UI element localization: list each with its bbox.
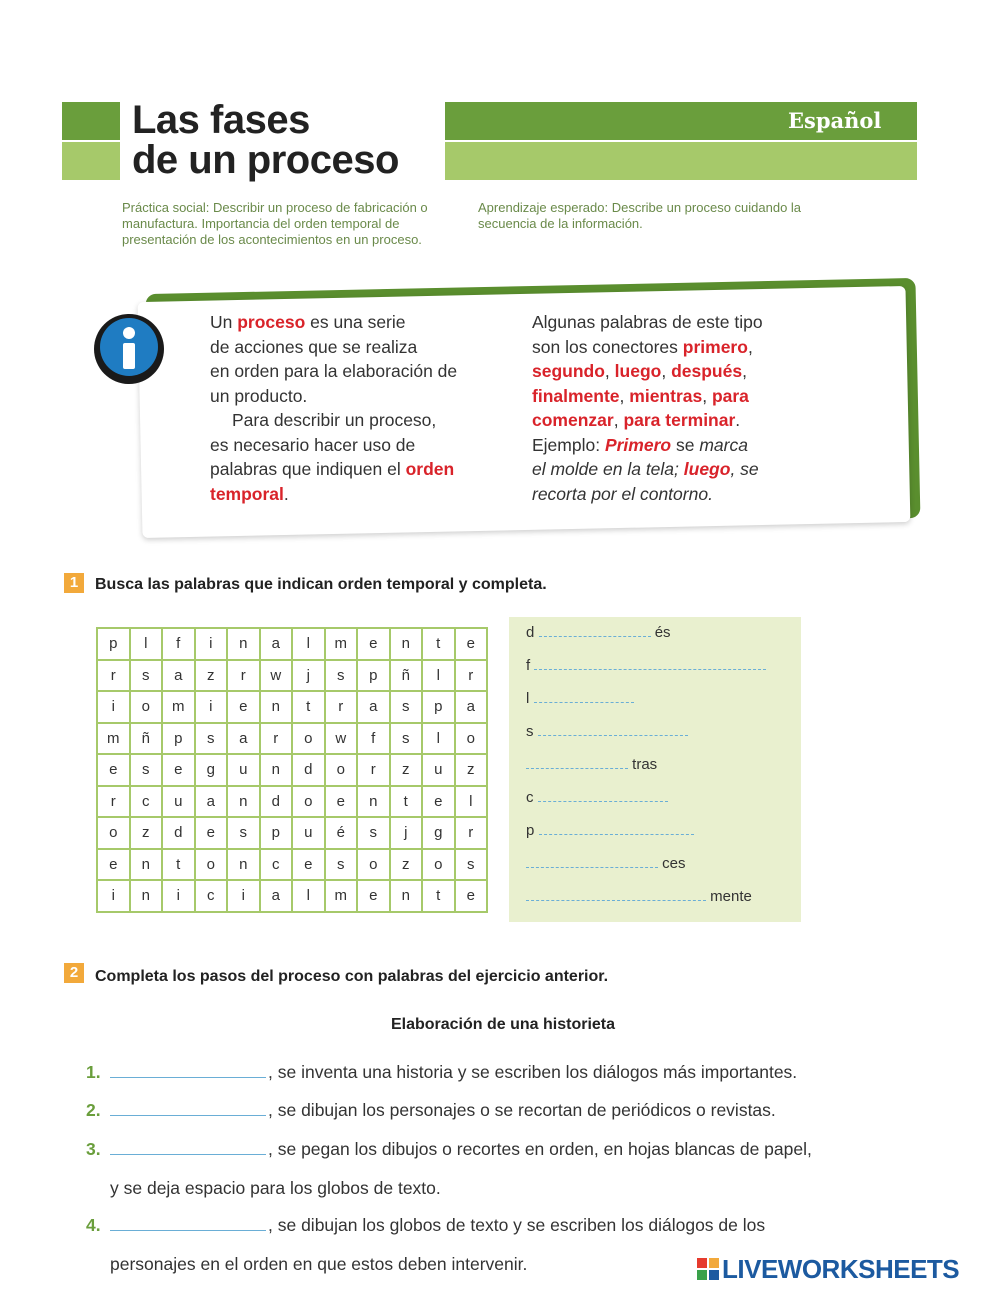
- grid-cell[interactable]: u: [162, 786, 195, 818]
- grid-cell[interactable]: w: [260, 660, 293, 692]
- grid-cell[interactable]: i: [195, 691, 228, 723]
- grid-cell[interactable]: s: [130, 660, 163, 692]
- grid-cell[interactable]: a: [357, 691, 390, 723]
- step-4-continued: personajes en el orden en que estos deben intervenir.: [110, 1254, 528, 1274]
- grid-cell[interactable]: n: [357, 786, 390, 818]
- grid-cell[interactable]: e: [357, 880, 390, 912]
- grid-row: [97, 754, 487, 786]
- grid-cell[interactable]: o: [292, 786, 325, 818]
- answer-row-8: ces: [526, 853, 686, 872]
- grid-cell[interactable]: i: [195, 628, 228, 660]
- grid-row: [97, 849, 487, 881]
- grid-cell[interactable]: e: [455, 880, 488, 912]
- grid-cell[interactable]: n: [227, 628, 260, 660]
- answer-blank-2[interactable]: [534, 655, 766, 670]
- answer-blank-5[interactable]: [526, 754, 628, 769]
- page-title: [132, 100, 399, 180]
- grid-cell[interactable]: c: [130, 786, 163, 818]
- grid-cell[interactable]: s: [390, 723, 423, 755]
- grid-cell[interactable]: a: [195, 786, 228, 818]
- grid-cell[interactable]: d: [260, 786, 293, 818]
- grid-row: [97, 786, 487, 818]
- exercise-2-title: Completa los pasos del proceso con palabras del ejercicio anterior.: [95, 968, 609, 985]
- info-icon-dot: [123, 327, 135, 339]
- title-line-1: Las fases: [132, 98, 310, 142]
- grid-cell[interactable]: o: [97, 817, 130, 849]
- step-4: 4. , se dibujan los globos de texto y se escriben los diálogos de los: [86, 1215, 766, 1235]
- answer-row-4: s: [526, 721, 688, 740]
- grid-cell[interactable]: d: [292, 754, 325, 786]
- grid-cell[interactable]: n: [227, 786, 260, 818]
- answer-row-9: mente: [526, 886, 752, 905]
- grid-cell[interactable]: l: [292, 880, 325, 912]
- grid-cell[interactable]: m: [162, 691, 195, 723]
- answer-row-2: f: [526, 655, 766, 674]
- answer-blank-7[interactable]: [539, 820, 694, 835]
- grid-cell[interactable]: p: [422, 691, 455, 723]
- grid-cell[interactable]: a: [260, 628, 293, 660]
- step-4-blank[interactable]: [110, 1214, 266, 1231]
- grid-cell[interactable]: e: [292, 849, 325, 881]
- grid-cell[interactable]: e: [227, 691, 260, 723]
- grid-cell[interactable]: o: [292, 723, 325, 755]
- grid-cell[interactable]: a: [162, 660, 195, 692]
- step-2-blank[interactable]: [110, 1099, 266, 1116]
- header-band-light: [445, 142, 917, 180]
- grid-cell[interactable]: ñ: [390, 660, 423, 692]
- header-bar-dark: [62, 102, 120, 140]
- step-3-blank[interactable]: [110, 1138, 266, 1155]
- grid-cell[interactable]: j: [390, 817, 423, 849]
- grid-cell[interactable]: i: [227, 880, 260, 912]
- grid-cell[interactable]: s: [130, 754, 163, 786]
- grid-cell[interactable]: c: [260, 849, 293, 881]
- grid-cell[interactable]: r: [455, 660, 488, 692]
- grid-cell[interactable]: i: [162, 880, 195, 912]
- answer-blank-8[interactable]: [526, 853, 658, 868]
- grid-cell[interactable]: t: [162, 849, 195, 881]
- grid-cell[interactable]: p: [260, 817, 293, 849]
- grid-cell[interactable]: r: [357, 754, 390, 786]
- answer-blank-6[interactable]: [538, 787, 668, 802]
- grid-cell[interactable]: o: [195, 849, 228, 881]
- grid-cell[interactable]: w: [325, 723, 358, 755]
- step-2: 2. , se dibujan los personajes o se recortan de periódicos o revistas.: [86, 1100, 776, 1120]
- answer-row-1: d és: [526, 624, 671, 641]
- expected-learning: Aprendizaje esperado: Describe un proceso cuidando la secuencia de la información.: [478, 200, 802, 231]
- grid-cell[interactable]: l: [292, 628, 325, 660]
- exercise-1-number: 1: [64, 573, 84, 593]
- grid-cell[interactable]: a: [260, 880, 293, 912]
- answer-row-5: tras: [526, 754, 657, 773]
- grid-cell[interactable]: g: [195, 754, 228, 786]
- grid-cell[interactable]: l: [422, 660, 455, 692]
- grid-cell[interactable]: i: [97, 880, 130, 912]
- grid-cell[interactable]: s: [390, 691, 423, 723]
- grid-cell[interactable]: o: [455, 723, 488, 755]
- grid-cell[interactable]: u: [422, 754, 455, 786]
- grid-cell[interactable]: f: [357, 723, 390, 755]
- grid-row: [97, 660, 487, 692]
- grid-cell[interactable]: s: [195, 723, 228, 755]
- grid-cell[interactable]: s: [325, 660, 358, 692]
- grid-row: [97, 723, 487, 755]
- grid-cell[interactable]: ñ: [130, 723, 163, 755]
- grid-cell[interactable]: z: [130, 817, 163, 849]
- answer-blank-1[interactable]: [539, 622, 651, 637]
- exercise-1-title: Busca las palabras que indican orden temporal y completa.: [95, 576, 547, 593]
- answer-row-7: p: [526, 820, 694, 839]
- grid-cell[interactable]: m: [325, 880, 358, 912]
- answer-row-3: l: [526, 688, 634, 707]
- grid-cell[interactable]: e: [97, 754, 130, 786]
- grid-cell[interactable]: f: [162, 628, 195, 660]
- grid-cell[interactable]: t: [422, 628, 455, 660]
- grid-cell[interactable]: i: [97, 691, 130, 723]
- grid-cell[interactable]: a: [455, 691, 488, 723]
- grid-cell[interactable]: d: [162, 817, 195, 849]
- grid-cell[interactable]: p: [357, 660, 390, 692]
- info-text-right: Algunas palabras de este tipo son los conectores primero, segundo, luego, después, finalmente, mientras, para comenzar, para terminar. Ejemplo: Primero se marca el molde en la tela; luego, se recorta por el contorno.: [532, 312, 763, 504]
- subject-label: Español: [788, 108, 882, 133]
- grid-cell[interactable]: j: [292, 660, 325, 692]
- step-1: 1. , se inventa una historia y se escriben los diálogos más importantes.: [86, 1062, 798, 1082]
- step-3-continued: y se deja espacio para los globos de texto.: [110, 1178, 441, 1198]
- grid-cell[interactable]: n: [390, 628, 423, 660]
- grid-cell[interactable]: z: [390, 754, 423, 786]
- answer-blank-3[interactable]: [534, 688, 634, 703]
- grid-cell[interactable]: m: [325, 628, 358, 660]
- grid-cell[interactable]: n: [130, 880, 163, 912]
- process-subtitle: Elaboración de una historieta: [390, 1016, 616, 1033]
- info-icon-stem: [123, 343, 135, 369]
- grid-cell[interactable]: c: [195, 880, 228, 912]
- grid-cell[interactable]: l: [422, 723, 455, 755]
- step-3: 3. , se pegan los dibujos o recortes en orden, en hojas blancas de papel,: [86, 1139, 812, 1159]
- exercise-2-number: 2: [64, 963, 84, 983]
- grid-cell[interactable]: n: [260, 754, 293, 786]
- grid-cell[interactable]: r: [97, 786, 130, 818]
- grid-cell[interactable]: z: [390, 849, 423, 881]
- grid-cell[interactable]: n: [260, 691, 293, 723]
- grid-row: [97, 691, 487, 723]
- grid-row: [97, 628, 487, 660]
- grid-cell[interactable]: p: [97, 628, 130, 660]
- liveworksheets-logo: LIVEWORKSHEETS: [697, 1254, 959, 1285]
- grid-cell[interactable]: t: [422, 880, 455, 912]
- grid-cell[interactable]: n: [390, 880, 423, 912]
- social-practice: Práctica social: Describir un proceso de fabricación o manufactura. Importancia del orden temporal de presentación de los acontecimientos en un proceso.: [122, 200, 428, 247]
- grid-row: [97, 880, 487, 912]
- grid-cell[interactable]: r: [260, 723, 293, 755]
- grid-cell[interactable]: t: [292, 691, 325, 723]
- grid-cell[interactable]: o: [130, 691, 163, 723]
- grid-cell[interactable]: s: [357, 817, 390, 849]
- grid-cell[interactable]: e: [195, 817, 228, 849]
- answer-blank-9[interactable]: [526, 886, 706, 901]
- grid-cell[interactable]: r: [97, 660, 130, 692]
- grid-cell[interactable]: e: [357, 628, 390, 660]
- grid-cell[interactable]: m: [97, 723, 130, 755]
- grid-cell[interactable]: s: [227, 817, 260, 849]
- grid-cell[interactable]: e: [325, 786, 358, 818]
- word-search-grid: [96, 627, 488, 913]
- info-text-left: Un proceso es una serie de acciones que se realiza en orden para la elaboración de un producto. Para describir un proceso, es necesario hacer uso de palabras que indiquen el orden temporal.: [210, 312, 458, 504]
- grid-cell[interactable]: e: [97, 849, 130, 881]
- grid-cell[interactable]: z: [195, 660, 228, 692]
- step-1-blank[interactable]: [110, 1061, 266, 1078]
- grid-cell[interactable]: p: [162, 723, 195, 755]
- header-bar-light: [62, 142, 120, 180]
- answer-row-6: c: [526, 787, 668, 806]
- grid-cell[interactable]: o: [422, 849, 455, 881]
- grid-row: [97, 817, 487, 849]
- grid-cell[interactable]: s: [325, 849, 358, 881]
- grid-cell[interactable]: z: [455, 754, 488, 786]
- grid-cell[interactable]: u: [227, 754, 260, 786]
- answer-blank-4[interactable]: [538, 721, 688, 736]
- grid-cell[interactable]: o: [357, 849, 390, 881]
- grid-cell[interactable]: a: [227, 723, 260, 755]
- title-line-2: de un proceso: [132, 138, 399, 182]
- grid-cell[interactable]: e: [162, 754, 195, 786]
- grid-cell[interactable]: r: [325, 691, 358, 723]
- grid-cell[interactable]: l: [455, 786, 488, 818]
- grid-cell[interactable]: o: [325, 754, 358, 786]
- grid-cell[interactable]: n: [227, 849, 260, 881]
- liveworksheets-logo-icon: [697, 1258, 719, 1280]
- grid-cell[interactable]: g: [422, 817, 455, 849]
- grid-cell[interactable]: r: [455, 817, 488, 849]
- grid-cell[interactable]: t: [390, 786, 423, 818]
- grid-cell[interactable]: é: [325, 817, 358, 849]
- grid-cell[interactable]: u: [292, 817, 325, 849]
- grid-cell[interactable]: n: [130, 849, 163, 881]
- grid-cell[interactable]: r: [227, 660, 260, 692]
- grid-cell[interactable]: s: [455, 849, 488, 881]
- grid-cell[interactable]: e: [455, 628, 488, 660]
- grid-cell[interactable]: e: [422, 786, 455, 818]
- grid-cell[interactable]: l: [130, 628, 163, 660]
